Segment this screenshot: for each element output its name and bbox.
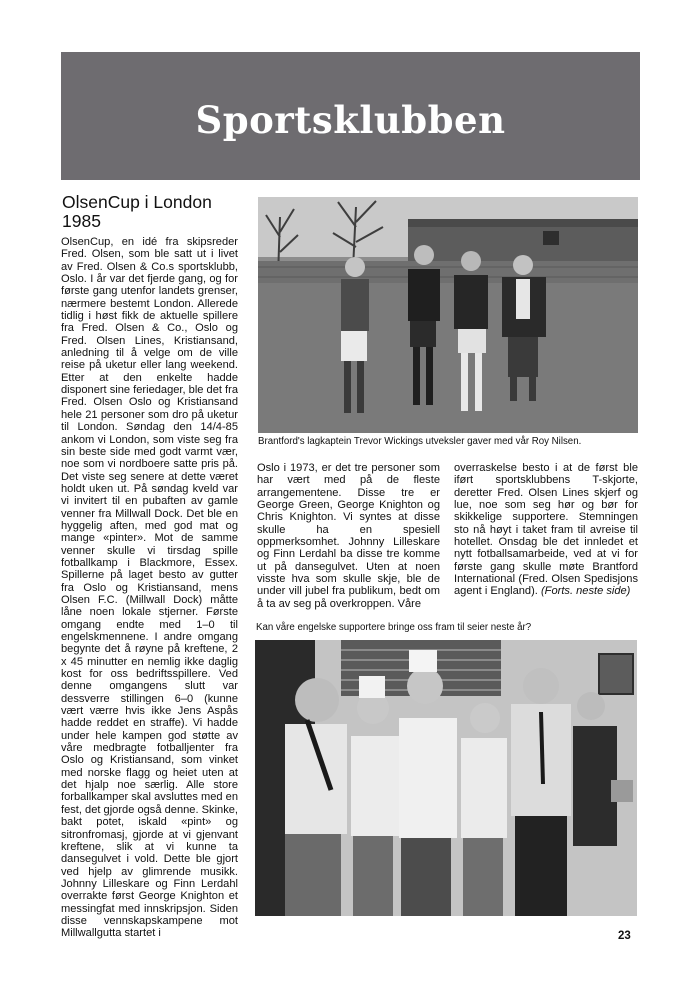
supporters-party-illustration xyxy=(255,640,637,916)
article-column-3 xyxy=(454,462,638,598)
supporters-party-photo xyxy=(255,640,637,916)
page-number: 23 xyxy=(618,930,631,942)
photo-caption: Kan våre engelske supportere bringe oss fram til seier neste år? xyxy=(256,622,532,633)
football-match-photo xyxy=(258,197,638,433)
article-text-column-2: Oslo i 1973, er det tre personer som har vært med på de fleste arrangementene. Disse tre er George Green, George Knighton og Chris Knighton. Vi syntes at disse skulle ha en spesiell oppmerksomhet. Johnny Lilleskare og Finn Lerdahl ba disse tre komme ut på dansegulvet. Uten at noen visste hva som skulle skje, ble de under vill jubel fra publikum, bedt om å ta av seg på overkroppen. Våre xyxy=(257,462,440,610)
photo-caption: Brantford's lagkaptein Trevor Wickings utveksler gaver med vår Roy Nilsen. xyxy=(258,436,582,447)
article-text-column-1: OlsenCup, en idé fra skipsreder Fred. Olsen, som ble satt ut i livet av Fred. Olsen & Co.s sportsklubb, Oslo. I år var det fjerde gang, og for første gang utenfor landets grenser, nærmere bestemt London. Allerede tidlig i høst fikk de aktuelle spillere fra Fred. Olsen & Co., Oslo og Fred. Olsen Lines, Kristiansand, anledning til å velge om de ville reise på uketur eller lang weekend. Etter at den enkelte hadde disponert sine feriedager, ble det fra Fred. Olsen Oslo og Kristiansand hele 21 personer som dro på uketur til London. Søndag den 14/4-85 ankom vi London, som viste seg fra sin beste side med godt varmt vær, noe som vi nordboere satte pris på. Det viste seg senere at dette været holdt uken ut. På søndag kveld var vi invitert til en pubaften av gamle venner fra Millwall Dock. Det ble en hyggelig aften, med god mat og mange «pinter». Mot de samme venner skulle vi tirsdag spille fotballkamp i Blackmore, Essex. Spillerne på laget besto av gutter fra Oslo og Kristiansand, mens Olsen F.C. (Millwall Dock) måtte låne noen lokale stjerner. Første omgang endte med 1–0 til engelskmennene. I andre omgang begynte det å røyne på kreftene, 2 x 45 minutter en nemlig ikke daglig kost for oss bedriftsspillere. Ved denne omgangens slutt var dessverre stillingen 6–0 (kunne vært værre hvis ikke Jens Aspås hadde reddet en straffe). Vi hadde under hele kampen god støtte av våre medbragte fotballjenter fra Oslo og Kristiansand, som vinket med norske flagg og heiet uten at det hjalp noe særlig. Alle store forballkamper skal avsluttes med en fest, det gjorde også denne. Skinke, bakt potet, iskald «pint» og sitronfromasj, gjorde at vi gjenvant kreftene, slik at vi kunne ta dansegulvet i vold. Dette ble gjort ved hjelp av glimrende musikk. Johnny Lilleskare og Finn Lerdahl overrakte først George Knighton et messingfat med innskripsjon. Siden disse vennskapskampene mot Millwallgutta startet i xyxy=(61,236,239,940)
continuation-note: (Forts. neste side) xyxy=(540,585,631,598)
section-title: Sportsklubben xyxy=(195,98,506,142)
header-band xyxy=(61,52,640,180)
football-match-illustration xyxy=(258,197,638,433)
article-column-1 xyxy=(61,236,238,940)
article-column-2 xyxy=(257,462,440,610)
article-title: OlsenCup i London 1985 xyxy=(62,192,212,231)
article-text-column-3 xyxy=(454,462,638,598)
article-text-column-3-body: overraskelse besto i at de først ble iført sportsklubbens T-skjorte, deretter Fred. Olsen Lines skjerf og lue, noe som seg hør og bør for skikkelige supportere. Stemningen sto nå høyt i taket fram til avreise til hotellet. Onsdag ble det innledet et nytt fotballsamarbeide, ved at vi for første gang skulle møte Brantford International (Fred. Olsen Spedisjons agent i England). xyxy=(454,462,638,598)
